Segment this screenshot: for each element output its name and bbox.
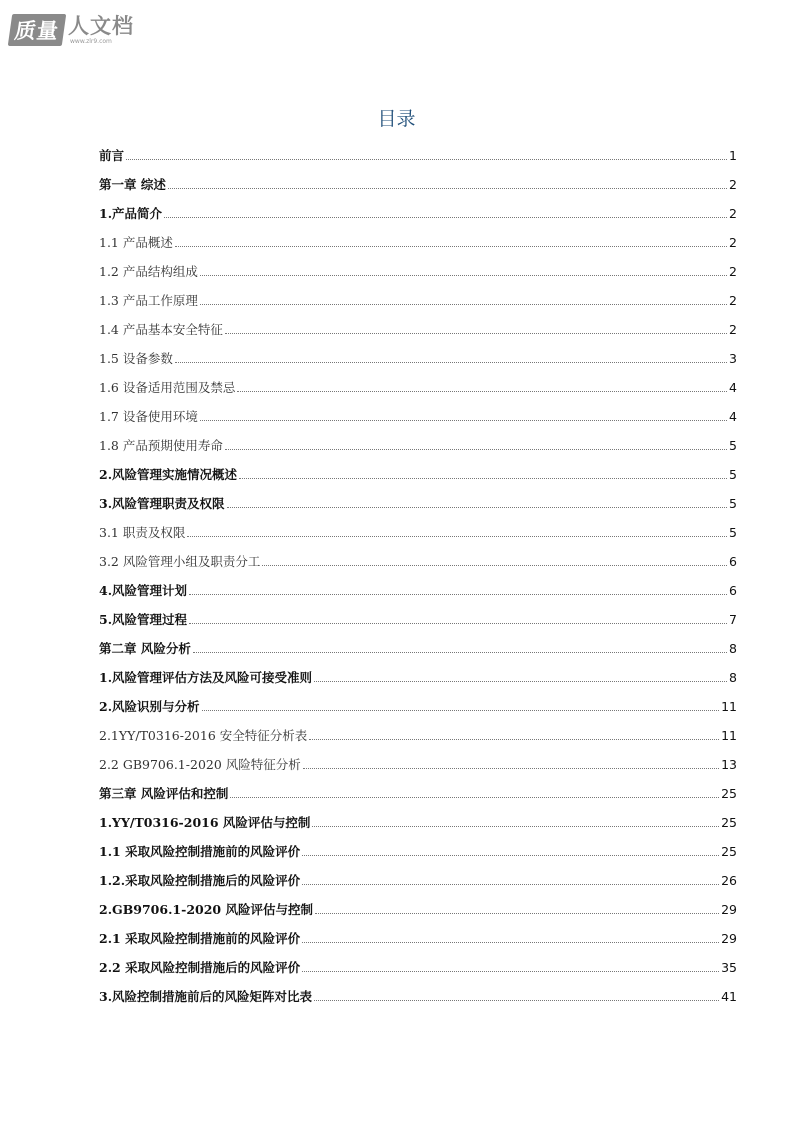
toc-entry-page: 29 xyxy=(721,902,737,917)
toc-entry[interactable] xyxy=(99,251,737,280)
toc-entry[interactable] xyxy=(99,338,737,367)
toc-leader-dots xyxy=(200,304,727,305)
toc-entry[interactable] xyxy=(99,599,737,628)
toc-entry-label: 2.风险识别与分析 xyxy=(99,699,200,714)
toc-entry-page: 4 xyxy=(729,380,737,395)
toc-entry-label: 3.2 风险管理小组及职责分工 xyxy=(99,554,261,569)
toc-entry[interactable] xyxy=(99,135,737,164)
toc-leader-dots xyxy=(237,391,727,392)
toc-entry-page: 2 xyxy=(729,177,737,192)
toc-entry-label: 4.风险管理计划 xyxy=(99,583,188,598)
toc-entry-label: 前言 xyxy=(99,148,125,163)
toc-leader-dots xyxy=(230,797,719,798)
toc-leader-dots xyxy=(239,478,727,479)
toc-entry[interactable] xyxy=(99,396,737,425)
toc-entry[interactable] xyxy=(99,976,737,1005)
toc-leader-dots xyxy=(302,942,719,943)
toc-entry-page: 35 xyxy=(721,960,737,975)
toc-leader-dots xyxy=(175,246,727,247)
toc-leader-dots xyxy=(189,623,727,624)
toc-entry[interactable] xyxy=(99,889,737,918)
toc-leader-dots xyxy=(225,449,727,450)
toc-entry[interactable] xyxy=(99,454,737,483)
toc-entry-page: 2 xyxy=(729,264,737,279)
toc-leader-dots xyxy=(314,681,727,682)
toc-entry-label: 第二章 风险分析 xyxy=(99,641,191,656)
toc-leader-dots xyxy=(175,362,727,363)
toc-entry-page: 4 xyxy=(729,409,737,424)
toc-entry-page: 2 xyxy=(729,322,737,337)
logo-text: 人文档 xyxy=(68,14,134,38)
toc-entry[interactable] xyxy=(99,193,737,222)
toc-entry-label: 2.2 GB9706.1-2020 风险特征分析 xyxy=(99,757,301,772)
toc-entry[interactable] xyxy=(99,831,737,860)
toc-leader-dots xyxy=(168,188,727,189)
toc-leader-dots xyxy=(202,710,720,711)
logo-right xyxy=(68,14,134,46)
toc-leader-dots xyxy=(309,739,719,740)
toc-entry-page: 3 xyxy=(729,351,737,366)
site-logo xyxy=(10,12,134,46)
toc-entry-label: 第一章 综述 xyxy=(99,177,166,192)
toc-entry[interactable] xyxy=(99,744,737,773)
toc-entry-label: 1.7 设备使用环境 xyxy=(99,409,198,424)
toc-entry-page: 8 xyxy=(729,670,737,685)
toc-entry[interactable] xyxy=(99,918,737,947)
toc-entry-label: 1.产品简介 xyxy=(99,206,163,221)
toc-leader-dots xyxy=(126,159,727,160)
toc-leader-dots xyxy=(225,333,727,334)
toc-leader-dots xyxy=(312,826,719,827)
toc-entry-label: 5.风险管理过程 xyxy=(99,612,188,627)
toc-entry[interactable] xyxy=(99,164,737,193)
toc-leader-dots xyxy=(193,652,727,653)
toc-entry-label: 3.风险管理职责及权限 xyxy=(99,496,225,511)
toc-leader-dots xyxy=(302,971,719,972)
toc-entry-page: 41 xyxy=(721,989,737,1004)
toc-entry[interactable] xyxy=(99,570,737,599)
toc-entry-page: 1 xyxy=(729,148,737,163)
toc-entry-label: 1.风险管理评估方法及风险可接受准则 xyxy=(99,670,313,685)
toc-entry-page: 6 xyxy=(729,554,737,569)
toc-leader-dots xyxy=(303,768,719,769)
toc-entry-label: 2.2 采取风险控制措施后的风险评价 xyxy=(99,960,301,975)
toc-entry-label: 1.8 产品预期使用寿命 xyxy=(99,438,223,453)
toc-entry[interactable] xyxy=(99,222,737,251)
toc-entry-label: 2.风险管理实施情况概述 xyxy=(99,467,238,482)
toc-entry-label: 2.GB9706.1-2020 风险评估与控制 xyxy=(99,902,313,917)
toc-entry[interactable] xyxy=(99,367,737,396)
toc-entry-label: 1.3 产品工作原理 xyxy=(99,293,198,308)
toc-entry-label: 1.YY/T0316-2016 风险评估与控制 xyxy=(99,815,311,830)
toc-title: 目录 xyxy=(377,108,416,130)
toc-leader-dots xyxy=(187,536,727,537)
toc-entry[interactable] xyxy=(99,947,737,976)
toc-entry-page: 11 xyxy=(721,728,737,743)
toc-entry[interactable] xyxy=(99,309,737,338)
toc-entry-page: 11 xyxy=(721,699,737,714)
toc-entry-label: 3.风险控制措施前后的风险矩阵对比表 xyxy=(99,989,313,1004)
toc-entry-page: 5 xyxy=(729,525,737,540)
toc-entry-page: 2 xyxy=(729,206,737,221)
toc-entry[interactable] xyxy=(99,657,737,686)
toc-entry-label: 2.1YY/T0316-2016 安全特征分析表 xyxy=(99,728,308,743)
toc-entry-label: 2.1 采取风险控制措施前的风险评价 xyxy=(99,931,301,946)
toc-entry-page: 13 xyxy=(721,757,737,772)
toc-leader-dots xyxy=(315,913,719,914)
toc-leader-dots xyxy=(302,855,719,856)
toc-entry-page: 7 xyxy=(729,612,737,627)
toc-entry[interactable] xyxy=(99,280,737,309)
toc-entry-label: 1.1 采取风险控制措施前的风险评价 xyxy=(99,844,301,859)
toc-entry[interactable] xyxy=(99,541,737,570)
toc-entry-page: 25 xyxy=(721,844,737,859)
toc-entry-label: 3.1 职责及权限 xyxy=(99,525,186,540)
toc-leader-dots xyxy=(164,217,727,218)
toc-leader-dots xyxy=(262,565,727,566)
toc-leader-dots xyxy=(302,884,719,885)
toc-entry-page: 25 xyxy=(721,815,737,830)
toc-entry-page: 26 xyxy=(721,873,737,888)
toc-entry[interactable] xyxy=(99,860,737,889)
toc-entry-page: 5 xyxy=(729,438,737,453)
toc-entry[interactable] xyxy=(99,686,737,715)
toc-entry-label: 第三章 风险评估和控制 xyxy=(99,786,229,801)
toc-entry[interactable] xyxy=(99,715,737,744)
table-of-contents xyxy=(99,135,737,1005)
toc-entry-page: 5 xyxy=(729,496,737,511)
toc-entry[interactable] xyxy=(99,802,737,831)
toc-entry-page: 25 xyxy=(721,786,737,801)
toc-entry-label: 1.2.采取风险控制措施后的风险评价 xyxy=(99,873,301,888)
toc-entry-label: 1.2 产品结构组成 xyxy=(99,264,198,279)
toc-leader-dots xyxy=(314,1000,719,1001)
toc-leader-dots xyxy=(189,594,727,595)
logo-block-text: 质量 xyxy=(8,14,66,46)
toc-entry-label: 1.6 设备适用范围及禁忌 xyxy=(99,380,236,395)
toc-entry-page: 2 xyxy=(729,235,737,250)
toc-leader-dots xyxy=(200,275,727,276)
toc-leader-dots xyxy=(200,420,727,421)
toc-entry[interactable] xyxy=(99,483,737,512)
toc-entry-label: 1.4 产品基本安全特征 xyxy=(99,322,223,337)
toc-entry-label: 1.1 产品概述 xyxy=(99,235,173,250)
toc-entry[interactable] xyxy=(99,773,737,802)
toc-entry-page: 29 xyxy=(721,931,737,946)
toc-entry-page: 6 xyxy=(729,583,737,598)
toc-entry-page: 5 xyxy=(729,467,737,482)
toc-entry[interactable] xyxy=(99,512,737,541)
toc-leader-dots xyxy=(227,507,727,508)
toc-entry[interactable] xyxy=(99,425,737,454)
toc-entry-page: 2 xyxy=(729,293,737,308)
logo-url: www.zlr9.com xyxy=(70,38,112,45)
toc-entry-page: 8 xyxy=(729,641,737,656)
toc-entry[interactable] xyxy=(99,628,737,657)
toc-entry-label: 1.5 设备参数 xyxy=(99,351,173,366)
